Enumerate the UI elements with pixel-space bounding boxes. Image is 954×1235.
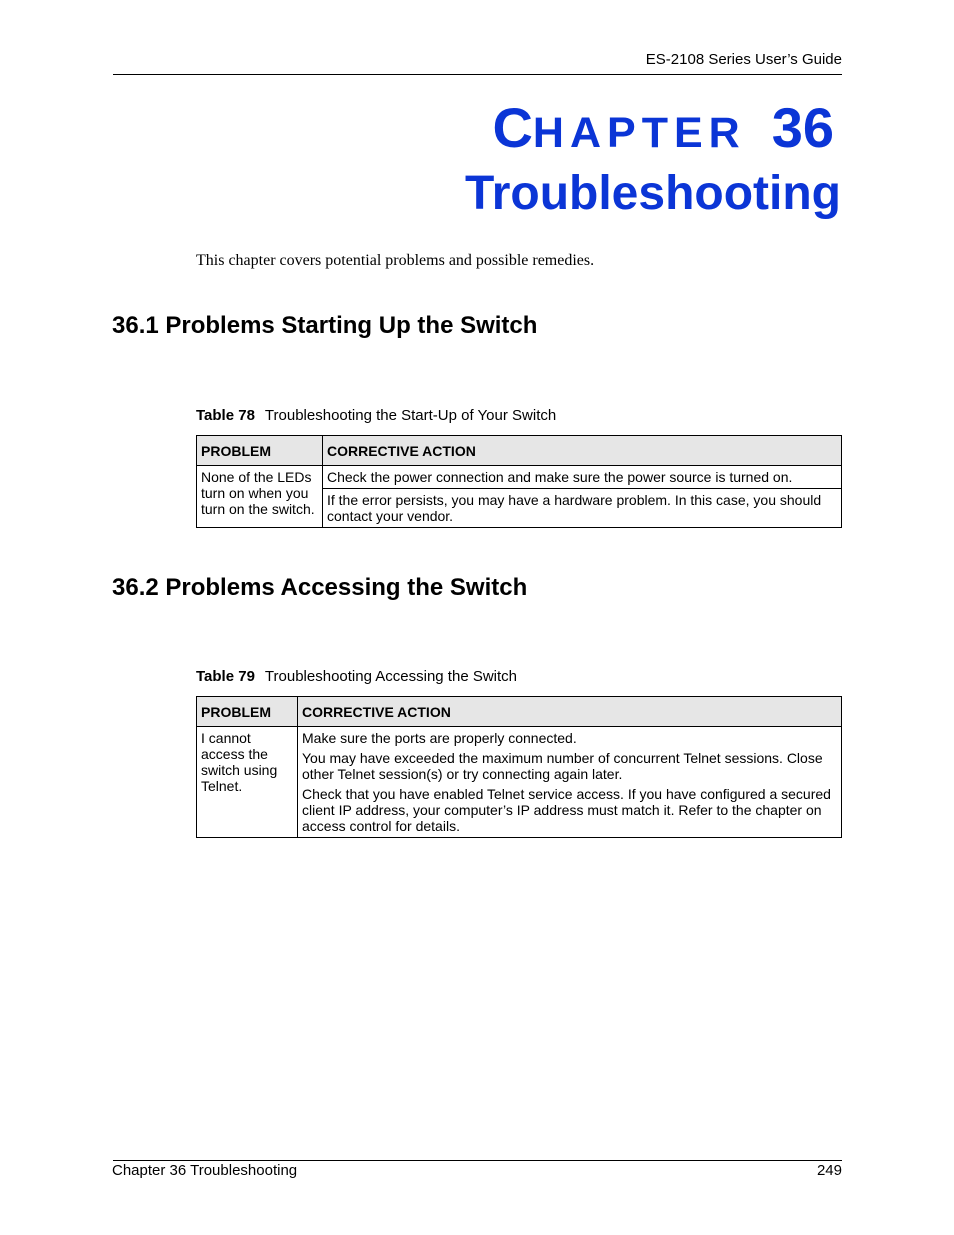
table-header-row [197, 436, 842, 466]
column-header-action: CORRECTIVE ACTION [298, 697, 842, 727]
column-header-problem: PROBLEM [197, 436, 323, 466]
action-paragraph: You may have exceeded the maximum number of concurrent Telnet sessions. Close other Telnet session(s) or try connecting again later. [302, 750, 823, 782]
chapter-word: HAPTER [532, 109, 746, 157]
intro-paragraph: This chapter covers potential problems and possible remedies. [196, 252, 595, 269]
page-number: 249 [816, 1162, 842, 1179]
action-cell: Check the power connection and make sure the power source is turned on. [323, 466, 842, 489]
chapter-initial: C [492, 96, 533, 159]
problem-cell: I cannot access the switch using Telnet. [197, 727, 298, 838]
table-row [197, 727, 842, 838]
table-79-caption [196, 668, 517, 685]
chapter-title: Troubleshooting [465, 167, 841, 220]
table-78-label: Table 78 [196, 407, 255, 424]
action-cell: If the error persists, you may have a hardware problem. In this case, you should contact your vendor. [323, 489, 842, 528]
column-header-action: CORRECTIVE ACTION [323, 436, 842, 466]
column-header-problem: PROBLEM [197, 697, 298, 727]
chapter-label [492, 96, 834, 159]
table-row [197, 466, 842, 489]
table-78-title: Troubleshooting the Start-Up of Your Switch [264, 407, 557, 424]
table-79-title: Troubleshooting Accessing the Switch [264, 668, 518, 685]
running-header: ES-2108 Series User’s Guide [645, 51, 842, 68]
table-78 [196, 435, 842, 528]
footer-chapter-label: Chapter 36 Troubleshooting [112, 1162, 298, 1179]
table-header-row [197, 697, 842, 727]
table-78-caption [196, 407, 556, 424]
problem-cell: None of the LEDs turn on when you turn on the switch. [197, 466, 323, 528]
action-paragraph: Make sure the ports are properly connected. [302, 730, 577, 746]
action-paragraph: Check that you have enabled Telnet service access. If you have configured a secured client IP address, your computer’s IP address must match it. Refer to the chapter on access control for details. [302, 786, 831, 834]
action-cell [298, 727, 842, 838]
header-divider [113, 74, 842, 75]
section-heading-36-1: 36.1 Problems Starting Up the Switch [112, 312, 538, 339]
table-79 [196, 696, 842, 838]
chapter-number: 36 [771, 96, 834, 159]
footer-divider [113, 1160, 842, 1161]
section-heading-36-2: 36.2 Problems Accessing the Switch [112, 574, 528, 601]
table-79-label: Table 79 [196, 668, 255, 685]
